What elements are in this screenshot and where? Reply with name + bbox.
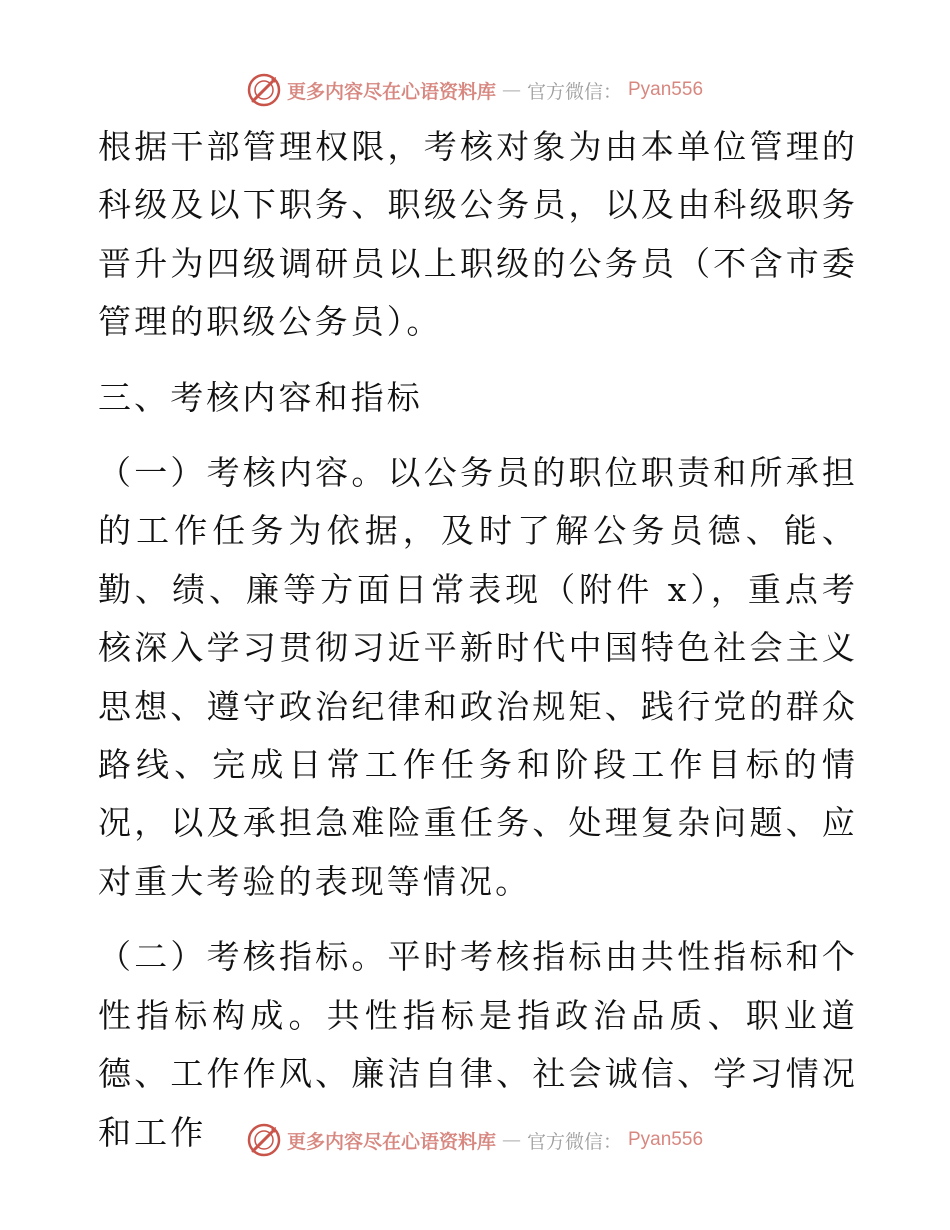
paragraph-assessment-content: （一）考核内容。以公务员的职位职责和所承担的工作任务为依据，及时了解公务员德、能、勤、绩、廉等方面日常表现（附件 x），重点考核深入学习贯彻习近平新时代中国特色社会主义思想、遵守政治纪律和政治规矩、践行党的群众路线、完成日常工作任务和阶段工作目标的情况，以及承担急难险重任务、处理复杂问题、应对重大考验的表现等情况。 bbox=[98, 453, 858, 901]
watermark-text: 更多内容尽在心语资料库 bbox=[286, 1130, 496, 1153]
document-body bbox=[98, 118, 858, 1162]
header-watermark bbox=[0, 70, 950, 110]
logo-icon bbox=[247, 73, 281, 107]
watermark-wechat-id: Pyan556 bbox=[628, 79, 704, 100]
watermark-separator: — bbox=[501, 79, 521, 101]
logo-icon bbox=[247, 1123, 281, 1157]
paragraph-assessment-indicators: （二）考核指标。平时考核指标由共性指标和个性指标构成。共性指标是指政治品质、职业道德、工作作风、廉洁自律、社会诚信、学习情况和工作 bbox=[98, 937, 858, 1152]
section-heading-3: 三、考核内容和指标 bbox=[98, 377, 423, 417]
paragraph-scope: 根据干部管理权限，考核对象为由本单位管理的科级及以下职务、职级公务员，以及由科级职务晋升为四级调研员以上职级的公务员（不含市委管理的职级公务员）。 bbox=[98, 127, 858, 342]
watermark-separator: — bbox=[501, 1129, 521, 1151]
watermark-text: 更多内容尽在心语资料库 bbox=[286, 80, 496, 103]
footer-watermark bbox=[0, 1120, 950, 1160]
watermark-wechat-id: Pyan556 bbox=[628, 1129, 704, 1150]
watermark-official-label: 官方微信： bbox=[526, 1130, 622, 1153]
watermark-official-label: 官方微信： bbox=[526, 80, 622, 103]
